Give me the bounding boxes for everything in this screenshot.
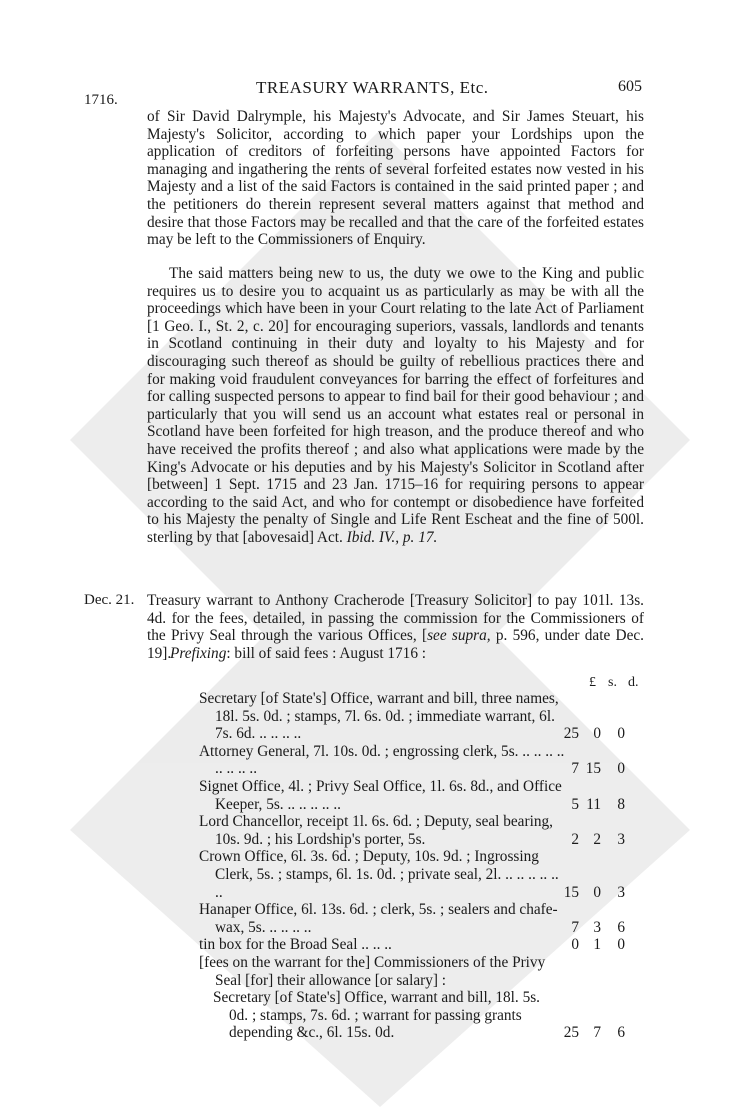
fee-shillings: 7 xyxy=(593,1024,601,1042)
paragraph-3-see: see supra, xyxy=(427,627,491,645)
fee-description: Lord Chancellor, receipt 1l. 6s. 6d. ; Deputy, seal bearing, 10s. 9d. ; his Lordship's porter, 5s. xyxy=(199,813,553,848)
fee-row xyxy=(199,778,649,813)
column-header-shillings: s. xyxy=(608,675,617,690)
fee-pence: 0 xyxy=(617,760,625,778)
fee-shillings: 11 xyxy=(586,795,601,813)
paragraph-2-text: The said matters being new to us, the duty we owe to the King and public requires us to desire you to acquaint us as particularly as may be with all the proceedings which have been in your Court relating to the late Act of Parliament [1 Geo. I., St. 2, c. 20] for encouraging superiors, vassals, landlords and tenants in Scotland continuing in their duty and loyalty to his Majesty and for discouraging such thereof as should be guilty of rebellious practices there and for making void fraudulent conveyances for barring the effect of forfeitures and for calling suspected persons to appear to find bail for their good behaviour ; and particularly that you will send us an account what estates real or personal in Scotland have been forfeited for high treason, and the produce thereof and who have received the profits thereof ; and also what applications were made by the King's Advocate or his deputies and by his Majesty's Solicitor in Scotland after [between] 1 Sept. 1715 and 23 Jan. 1715–16 for requiring persons to appear according to the said Act, and who for contempt or disobedience have forfeited to his Majesty the penalty of Single and Life Rent Escheat and the fine of 500l. sterling by that [abovesaid] Act. xyxy=(147,265,644,546)
fee-pounds: 2 xyxy=(571,830,579,848)
fee-row xyxy=(199,848,649,901)
prefix-label: Prefixing xyxy=(170,645,227,662)
fee-pence: 0 xyxy=(617,936,625,954)
fee-pounds: 25 xyxy=(563,725,579,743)
fee-pounds: 0 xyxy=(571,936,579,954)
fee-description: Secretary [of State's] Office, warrant and bill, three names, 18l. 5s. 0d. ; stamps, 7l. 6s. 0d. ; immediate warrant, 6l. 7s. 6d. .. .. .. .. xyxy=(199,690,559,743)
fee-pounds: 7 xyxy=(571,760,579,778)
paragraph-3-tail: p. 596, under date Dec. 19]. xyxy=(147,627,644,662)
fee-pounds: 25 xyxy=(563,1024,579,1042)
fee-description: [fees on the warrant for the] Commissioners of the Privy Seal [for] their allowance [or salary] : xyxy=(199,953,546,989)
fee-row xyxy=(199,954,649,989)
prefix-line xyxy=(170,645,426,663)
fee-pence: 6 xyxy=(617,1024,625,1042)
fee-shillings: 1 xyxy=(593,936,601,954)
paragraph-2-reference: Ibid. IV., p. 17. xyxy=(346,528,438,546)
fee-description: Secretary [of State's] Office, warrant and bill, 18l. 5s. 0d. ; stamps, 7s. 6d. ; warrant for passing grants depending &c., 6l. 15s. 0d. xyxy=(213,989,541,1042)
fee-row xyxy=(199,989,649,1042)
fee-shillings: 3 xyxy=(593,918,601,936)
paragraph-2 xyxy=(147,265,644,547)
fee-pence: 6 xyxy=(617,918,625,936)
fee-pounds: 5 xyxy=(571,795,579,813)
fee-description: Hanaper Office, 6l. 13s. 6d. ; clerk, 5s. ; sealers and chafe-wax, 5s. .. .. .. .. xyxy=(199,901,558,936)
fee-pounds: 15 xyxy=(563,883,579,901)
fee-row xyxy=(199,901,649,936)
fee-row xyxy=(199,813,649,848)
prefix-text: : bill of said fees : August 1716 : xyxy=(226,645,427,662)
fee-shillings: 2 xyxy=(593,830,601,848)
fee-pounds: 7 xyxy=(571,918,579,936)
fees-table xyxy=(199,690,649,1042)
fee-pence: 0 xyxy=(617,725,625,743)
fee-description: Attorney General, 7l. 10s. 0d. ; engrossing clerk, 5s. .. .. .. .. .. .. .. .. xyxy=(199,742,565,778)
fee-description: tin box for the Broad Seal .. .. .. xyxy=(199,936,392,954)
fee-row xyxy=(199,690,649,743)
column-header-pence: d. xyxy=(628,675,639,690)
fee-pence: 8 xyxy=(617,795,625,813)
page-number: 605 xyxy=(618,78,642,95)
running-title: TREASURY WARRANTS, Etc. xyxy=(256,78,489,97)
paragraph-1: of Sir David Dalrymple, his Majesty's Advocate, and Sir James Steuart, his Majesty's Solicitor, according to which paper your Lordships upon the application of creditors of forfeiting persons have appointed Factors for managing and ingathering the rents of several forfeited estates now vested in his Majesty and a list of the said Factors is contained in the said printed paper ; and the petitioners do therein represent several matters against that method and desire that those Factors may be recalled and that the care of the forfeited estates may be left to the Commissioners of Enquiry. xyxy=(147,108,644,249)
fee-pence: 3 xyxy=(617,883,625,901)
fee-row xyxy=(199,743,649,778)
paragraph-3-text: Treasury warrant to Anthony Cracherode [Treasury Solicitor] to pay 101l. 13s. 4d. for the fees, detailed, in passing the commission for the Commissioners of the Privy Seal through the various Offices, [ xyxy=(147,592,644,645)
fee-description: Crown Office, 6l. 3s. 6d. ; Deputy, 10s. 9d. ; Ingrossing Clerk, 5s. ; stamps, 6l. 1s. 0d. ; private seal, 2l. .. .. .. .. .. .. xyxy=(199,848,559,901)
fee-pence: 3 xyxy=(617,830,625,848)
fee-row xyxy=(199,936,649,954)
fee-shillings: 15 xyxy=(585,760,601,778)
margin-year: 1716. xyxy=(84,92,118,108)
fee-shillings: 0 xyxy=(593,725,601,743)
column-header-pounds: £ xyxy=(589,675,596,690)
entry-date: Dec. 21. xyxy=(84,592,135,608)
fee-description: Signet Office, 4l. ; Privy Seal Office, 1l. 6s. 8d., and Office Keeper, 5s. .. .. .. .. .. xyxy=(199,777,562,813)
fee-shillings: 0 xyxy=(593,883,601,901)
